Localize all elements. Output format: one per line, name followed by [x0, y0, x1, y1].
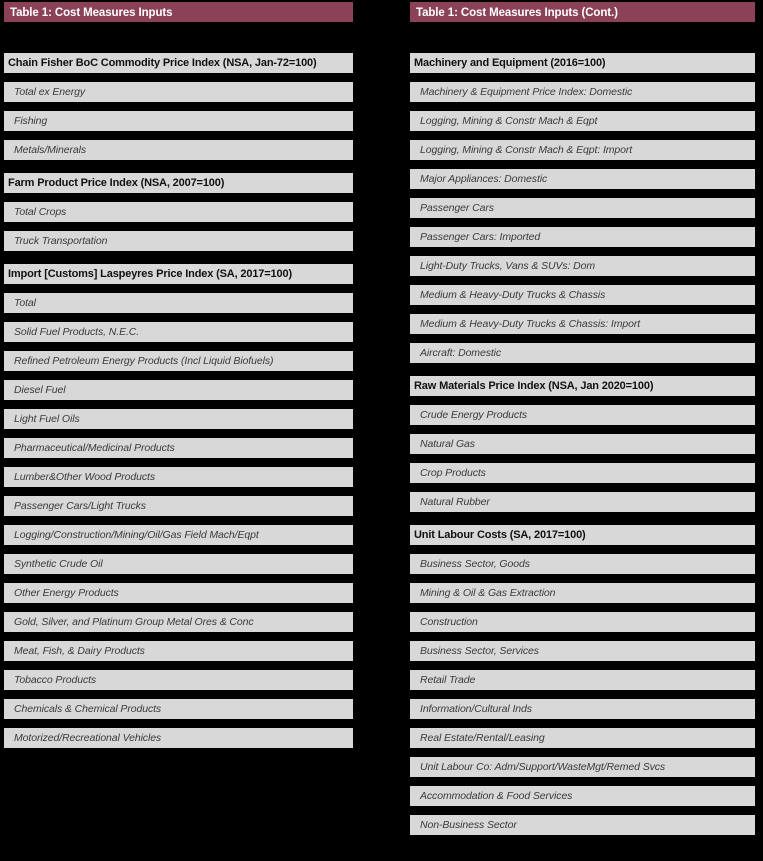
table-row[interactable]: [4, 554, 353, 574]
section-block: [410, 376, 755, 512]
table-row-label: Solid Fuel Products, N.E.C.: [14, 326, 140, 338]
table-row[interactable]: [410, 583, 755, 603]
table-row[interactable]: [410, 786, 755, 806]
table-row[interactable]: [410, 815, 755, 835]
section-header-label: Machinery and Equipment (2016=100): [414, 57, 606, 69]
table-row-label: Natural Rubber: [420, 496, 490, 508]
table-row-label: Total: [14, 297, 36, 309]
table-column-left: [4, 0, 353, 757]
table-row[interactable]: [410, 463, 755, 483]
section-header-label: Raw Materials Price Index (NSA, Jan 2020=100): [414, 380, 654, 392]
table-row-label: Aircraft: Domestic: [420, 347, 502, 359]
table-row[interactable]: [4, 293, 353, 313]
table-title-bar-right: [410, 2, 755, 22]
table-row-label: Medium & Heavy-Duty Trucks & Chassis: Import: [420, 318, 641, 330]
table-row[interactable]: [4, 202, 353, 222]
table-row-label: Machinery & Equipment Price Index: Domestic: [420, 86, 633, 98]
table-row-label: Mining & Oil & Gas Extraction: [420, 587, 556, 599]
table-row-label: Metals/Minerals: [14, 144, 87, 156]
table-row[interactable]: [4, 140, 353, 160]
table-row[interactable]: [4, 111, 353, 131]
table-row-label: Major Appliances: Domestic: [420, 173, 548, 185]
table-row-label: Total Crops: [14, 206, 67, 218]
table-row[interactable]: [410, 554, 755, 574]
table-row-label: Motorized/Recreational Vehicles: [14, 732, 162, 744]
table-row[interactable]: [410, 492, 755, 512]
table-row-label: Unit Labour Co: Adm/Support/WasteMgt/Remed Svcs: [420, 761, 666, 773]
section-block: [410, 53, 755, 363]
table-row-label: Business Sector, Goods: [420, 558, 530, 570]
table-row-label: Light Fuel Oils: [14, 413, 80, 425]
table-row-label: Passenger Cars: [420, 202, 494, 214]
table-row[interactable]: [4, 612, 353, 632]
table-title-text: Table 1: Cost Measures Inputs: [10, 7, 173, 19]
table-row-label: Information/Cultural Inds: [420, 703, 532, 715]
table-row[interactable]: [4, 409, 353, 429]
table-title-text: Table 1: Cost Measures Inputs (Cont.): [416, 7, 618, 19]
table-row[interactable]: [4, 699, 353, 719]
table-row-label: Medium & Heavy-Duty Trucks & Chassis: [420, 289, 606, 301]
table-row[interactable]: [410, 612, 755, 632]
title-spacer: [410, 31, 755, 53]
table-row-label: Logging, Mining & Constr Mach & Eqpt: Import: [420, 144, 633, 156]
section-header-row[interactable]: [410, 376, 755, 396]
section-block: [4, 264, 353, 748]
table-row[interactable]: [4, 670, 353, 690]
table-row-label: Total ex Energy: [14, 86, 86, 98]
table-row[interactable]: [410, 641, 755, 661]
section-header-label: Chain Fisher BoC Commodity Price Index (NSA, Jan-72=100): [8, 57, 317, 69]
table-row[interactable]: [410, 728, 755, 748]
section-header-row[interactable]: [410, 525, 755, 545]
table-row-label: Crop Products: [420, 467, 486, 479]
table-row[interactable]: [4, 525, 353, 545]
table-row-label: Logging, Mining & Constr Mach & Eqpt: [420, 115, 598, 127]
section-header-row[interactable]: [4, 264, 353, 284]
table-row-label: Passenger Cars: Imported: [420, 231, 541, 243]
table-row-label: Fishing: [14, 115, 48, 127]
table-row[interactable]: [410, 434, 755, 454]
table-row-label: Truck Transportation: [14, 235, 108, 247]
table-row[interactable]: [4, 438, 353, 458]
table-row-label: Business Sector, Services: [420, 645, 539, 657]
table-title-bar-left: [4, 2, 353, 22]
table-row-label: Other Energy Products: [14, 587, 119, 599]
section-header-label: Import [Customs] Laspeyres Price Index (SA, 2017=100): [8, 268, 292, 280]
table-row-label: Logging/Construction/Mining/Oil/Gas Field Mach/Eqpt: [14, 529, 259, 541]
section-header-label: Farm Product Price Index (NSA, 2007=100): [8, 177, 225, 189]
table-row[interactable]: [410, 82, 755, 102]
section-header-row[interactable]: [410, 53, 755, 73]
table-row[interactable]: [4, 728, 353, 748]
table-row[interactable]: [410, 757, 755, 777]
table-row-label: Refined Petroleum Energy Products (Incl Liquid Biofuels): [14, 355, 274, 367]
table-row[interactable]: [410, 405, 755, 425]
section-header-row[interactable]: [4, 173, 353, 193]
table-row-label: Synthetic Crude Oil: [14, 558, 103, 570]
table-row[interactable]: [410, 256, 755, 276]
table-row-label: Crude Energy Products: [420, 409, 528, 421]
title-spacer: [4, 31, 353, 53]
section-header-label: Unit Labour Costs (SA, 2017=100): [414, 529, 586, 541]
table-row[interactable]: [4, 322, 353, 342]
table-row-label: Tobacco Products: [14, 674, 97, 686]
table-row[interactable]: [4, 231, 353, 251]
table-row[interactable]: [410, 111, 755, 131]
table-row-label: Diesel Fuel: [14, 384, 66, 396]
table-row[interactable]: [4, 641, 353, 661]
table-row-label: Natural Gas: [420, 438, 475, 450]
table-row[interactable]: [410, 198, 755, 218]
table-row[interactable]: [4, 467, 353, 487]
table-row-label: Lumber&Other Wood Products: [14, 471, 155, 483]
table-row-label: Passenger Cars/Light Trucks: [14, 500, 146, 512]
table-row[interactable]: [410, 314, 755, 334]
table-row[interactable]: [4, 496, 353, 516]
table-row-label: Chemicals & Chemical Products: [14, 703, 162, 715]
table-row[interactable]: [410, 670, 755, 690]
section-header-row[interactable]: [4, 53, 353, 73]
table-row[interactable]: [4, 82, 353, 102]
table-row-label: Retail Trade: [420, 674, 476, 686]
table-row[interactable]: [4, 351, 353, 371]
table-row-label: Real Estate/Rental/Leasing: [420, 732, 545, 744]
table-row-label: Light-Duty Trucks, Vans & SUVs: Dom: [420, 260, 596, 272]
section-block: [4, 53, 353, 160]
table-row[interactable]: [4, 380, 353, 400]
section-block: [4, 173, 353, 251]
table-column-right: [410, 0, 755, 844]
section-block: [410, 525, 755, 835]
table-row-label: Gold, Silver, and Platinum Group Metal Ores & Conc: [14, 616, 254, 628]
table-row-label: Meat, Fish, & Dairy Products: [14, 645, 145, 657]
table-row[interactable]: [410, 285, 755, 305]
table-row[interactable]: [410, 140, 755, 160]
table-row[interactable]: [4, 583, 353, 603]
table-row[interactable]: [410, 699, 755, 719]
table-row-label: Pharmaceutical/Medicinal Products: [14, 442, 175, 454]
table-row-label: Accommodation & Food Services: [420, 790, 573, 802]
table-row-label: Construction: [420, 616, 478, 628]
table-row[interactable]: [410, 169, 755, 189]
table-row-label: Non-Business Sector: [420, 819, 517, 831]
table-row[interactable]: [410, 343, 755, 363]
table-row[interactable]: [410, 227, 755, 247]
